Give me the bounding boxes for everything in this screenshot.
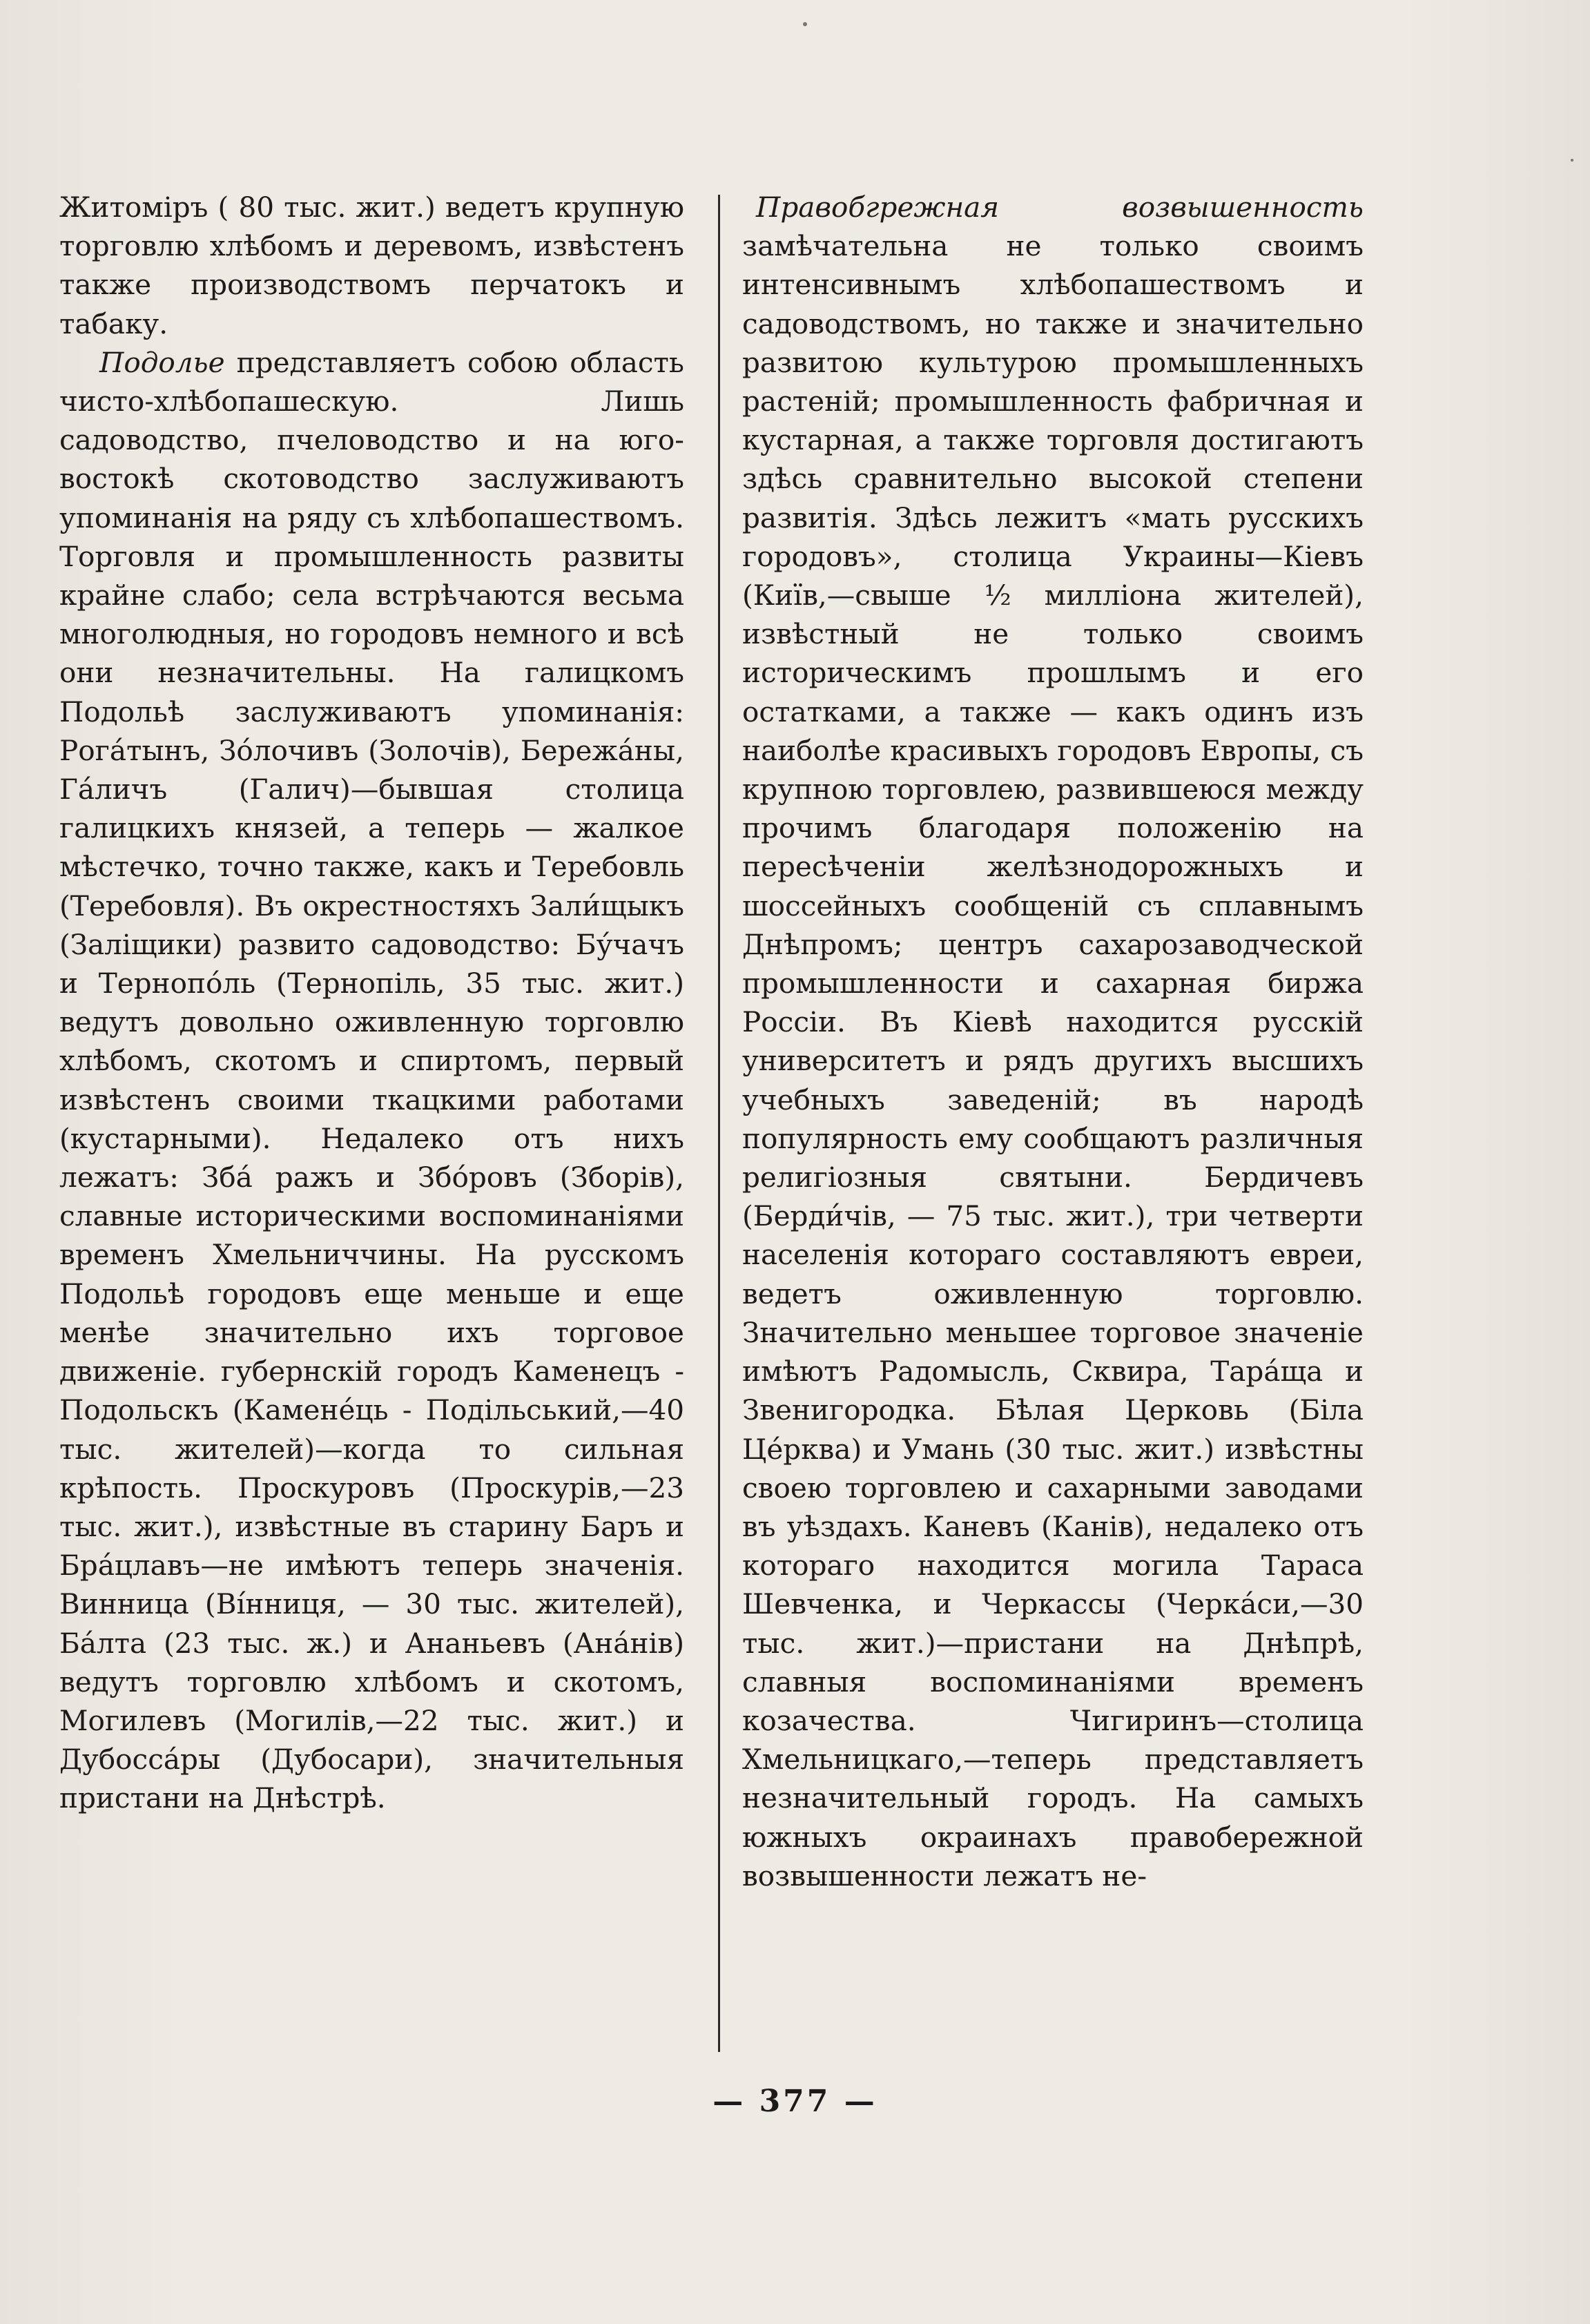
paragraph-right-bank-body: замѣчательна не только своимъ интенсивнымъ хлѣбопашествомъ и садоводствомъ, но также и значительно развитою культурою промышленныхъ растеній; промышленность фабричная и кустарная, а также торговля достигаютъ здѣсь сравнительно высокой степени развитія. Здѣсь лежитъ «мать русскихъ городовъ», столица Украины—Кіевъ (Київ,—свыше ½ милліона жителей), извѣстный не только своимъ историческимъ прошлымъ и его остатками, а также — какъ одинъ изъ наиболѣе красивыхъ городовъ Европы, съ крупною торговлею, развившеюся между прочимъ благодаря положенію на пересѣченіи желѣзнодорожныхъ и шоссейныхъ сообщеній съ сплавнымъ Днѣпромъ; центръ сахарозаводческой промышленности и сахарная биржа Россіи. Въ Кіевѣ находится русскій университетъ и рядъ другихъ высшихъ учебныхъ заведеній; въ народѣ популярность ему сообщаютъ различныя религіозныя святыни. Бердичевъ (Берди́чів, — 75 тыс. жит.), три четверти населенія котораго составляютъ евреи, ведетъ оживленную торговлю. Значительно меньшее торговое значеніе имѣютъ Радомысль, Сквира, Тара́ща и Звенигородка. Бѣлая Церковь (Біла Це́рква) и Умань (30 тыс. жит.) извѣстны своею торговлею и сахарными заводами въ уѣздахъ. Каневъ (Канів), недалеко отъ котораго находится могила Тараса Шевченка, и Черкассы (Черка́си,—30 тыс. жит.)—пристани на Днѣпрѣ, славныя воспоминаніями временъ козачества. Чигиринъ—столица Хмельницкаго,—теперь представляетъ незначительный городъ. На самыхъ южныхъ окраинахъ правобережной возвышенности лежатъ не- [742,229,1364,1892]
column-divider [718,195,720,2052]
paragraph-zhytomyr: Житоміръ ( 80 тыс. жит.) ведетъ крупную торговлю хлѣбомъ и деревомъ, извѣстенъ также производствомъ перчатокъ и табаку. [59,191,684,340]
page-number: — 377 — [712,2084,878,2119]
section-lead-podolia: Подолье [99,345,225,379]
right-column [742,188,1364,1895]
section-lead-right-bank: Правобгрежная возвышенность [756,191,1364,224]
paragraph-right-bank-upland [742,188,1364,1895]
paragraph-podolia-body: представляетъ собою область чисто-хлѣбопашескую. Лишь садоводство, пчеловодство и на юго-востокѣ скотоводство заслуживаютъ упоминанія на ряду съ хлѣбопашествомъ. Торговля и промышленность развиты крайне слабо; села встрѣчаются весьма многолюдныя, но городовъ немного и всѣ они незначительны. На галицкомъ Подольѣ заслуживаютъ упоминанія: Рога́тынъ, Зо́лочивъ (Золочів), Бережа́ны, Га́личъ (Галич)—бывшая столица галицкихъ князей, а теперь — жалкое мѣстечко, точно также, какъ и Теребовль (Теребовля). Въ окрестностяхъ Зали́щыкъ (Заліщики) развито садоводство: Бу́чачъ и Тернопо́ль (Тернопіль, 35 тыс. жит.) ведутъ довольно оживленную торговлю хлѣбомъ, скотомъ и спиртомъ, первый извѣстенъ своими ткацкими работами (кустарными). Недалеко отъ нихъ лежатъ: Збá ражъ и Збо́ровъ (Зборів), славные историческими воспоминаніями временъ Хмельниччины. На русскомъ Подольѣ городовъ еще меньше и еще менѣе значительно ихъ торговое движеніе. губернскій городъ Каменецъ - Подольскъ (Камене́ць - Подільський,—40 тыс. жителей)—когда то сильная крѣпость. Проскуровъ (Проскурів,—23 тыс. жит.), извѣстные въ старину Баръ и Бра́цлавъ—не имѣютъ теперь значенія. Винница (Ві́нниця, — 30 тыс. жителей), Ба́лта (23 тыс. ж.) и Ананьевъ (Ана́нів) ведутъ торговлю хлѣбомъ и скотомъ, Могилевъ (Могилів,—22 тыс. жит.) и Дубоссáры (Дубосари), значительныя пристани на Днѣстрѣ. [59,345,684,1815]
paragraph-podolia [59,343,684,1818]
paper-speck [1571,159,1573,162]
left-column [59,188,684,1818]
paper-speck [803,22,807,26]
